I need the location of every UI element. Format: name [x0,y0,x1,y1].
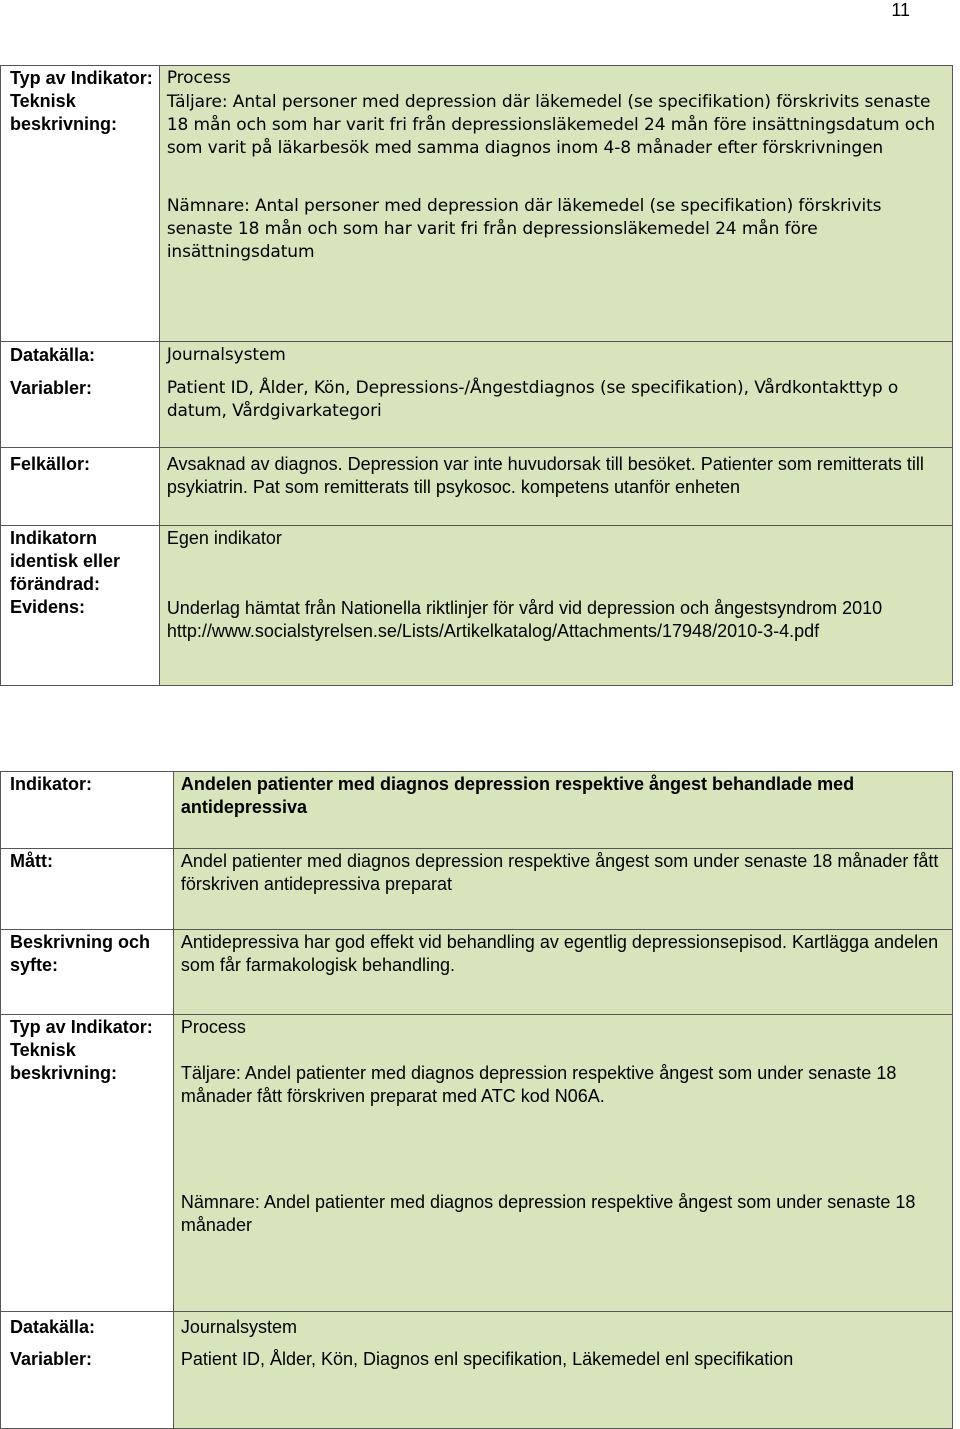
indicator-table-1 [0,65,953,686]
row-label-cell [1,1312,174,1429]
row-label-cell [1,66,160,342]
denominator-text: Nämnare: Andel patienter med diagnos depression respektive ångest som under senaste 18 månader [180,1192,916,1235]
label-teknisk-beskrivning: Teknisk beskrivning: [10,91,118,134]
row-content-cell [173,772,952,849]
row-content-cell [159,448,952,526]
row-label-cell [1,1015,174,1312]
indicator-table-2 [0,771,953,1429]
table-row [1,930,953,1015]
row-label-cell [1,849,174,930]
label-datakalla: Datakälla: [10,345,96,365]
type-value: Process [166,68,231,88]
label-teknisk-beskrivning: Teknisk beskrivning: [10,1040,118,1083]
row-label-cell [1,342,160,448]
table-row [1,772,953,849]
row-content-cell [173,1015,952,1312]
variables-value: Patient ID, Ålder, Kön, Depressions-/Ångestdiagnos (se specifikation), Vårdkontakttyp o datum, Vårdgivarkategori [166,378,899,421]
table-row [1,1312,953,1429]
type-value: Process [180,1017,246,1037]
table-row [1,849,953,930]
row-label-cell [1,526,160,686]
numerator-text: Täljare: Andel patienter med diagnos depression respektive ångest som under senaste 18 månader fått förskriven preparat med ATC kod N06A. [180,1063,897,1106]
row-content-cell [159,66,952,342]
page-number: 11 [891,0,910,20]
row-content-cell [159,526,952,686]
row-label-cell [1,772,174,849]
indicator-title: Andelen patienter med diagnos depression respektive ångest behandlade med antidepressiva [180,774,855,817]
evidence-value: Underlag hämtat från Nationella riktlinjer för vård vid depression och ångestsyndrom 2010 http://www.socialstyrelsen.se/Lists/Artikelkatalog/Attachments/17948/2010-3-4.pdf [166,598,883,641]
datasource-value: Journalsystem [166,345,286,365]
label-indikator: Indikator: [10,774,93,794]
label-variabler: Variabler: [10,378,93,398]
row-content-cell [173,930,952,1015]
indicator-status-value: Egen indikator [166,528,282,548]
table-row [1,342,953,448]
label-matt: Mått: [10,851,53,871]
row-content-cell [159,342,952,448]
datasource-value: Journalsystem [180,1317,297,1337]
label-typ-av-indikator: Typ av Indikator: [10,1017,153,1037]
table-row [1,448,953,526]
row-label-cell [1,930,174,1015]
label-variabler: Variabler: [10,1349,93,1369]
table-row [1,526,953,686]
label-datakalla: Datakälla: [10,1317,96,1337]
measure-value: Andel patienter med diagnos depression respektive ångest som under senaste 18 månader fått förskriven antidepressiva preparat [180,851,939,894]
label-evidens: Evidens: [10,597,86,617]
description-value: Antidepressiva har god effekt vid behandling av egentlig depressionsepisod. Kartlägga andelen som får farmakologisk behandling. [180,932,939,975]
row-content-cell [173,1312,952,1429]
label-beskrivning-och-syfte: Beskrivning och syfte: [10,932,151,975]
error-sources-value: Avsaknad av diagnos. Depression var inte huvudorsak till besöket. Patienter som remitterats till psykiatrin. Pat som remitterats till psykosoc. kompetens utanför enheten [166,454,924,497]
label-felkallor: Felkällor: [10,454,91,474]
variables-value: Patient ID, Ålder, Kön, Diagnos enl specifikation, Läkemedel enl specifikation [180,1349,794,1369]
table-row [1,1015,953,1312]
label-typ-av-indikator: Typ av Indikator: [10,68,153,88]
numerator-text: Täljare: Antal personer med depression där läkemedel (se specifikation) förskrivits senaste 18 mån och som har varit fri från depressionsläkemedel 24 mån före insättningsdatum och som varit på läkarbesök med samma diagnos inom 4-8 månader efter förskrivningen [166,92,935,158]
table-row [1,66,953,342]
denominator-text: Nämnare: Antal personer med depression där läkemedel (se specifikation) förskrivits senaste 18 mån och som har varit fri från depressionsläkemedel 24 mån före insättningsdatum [166,196,882,262]
label-indikatorn-identisk: Indikatorn identisk eller förändrad: [10,528,121,594]
row-label-cell [1,448,160,526]
row-content-cell [173,849,952,930]
